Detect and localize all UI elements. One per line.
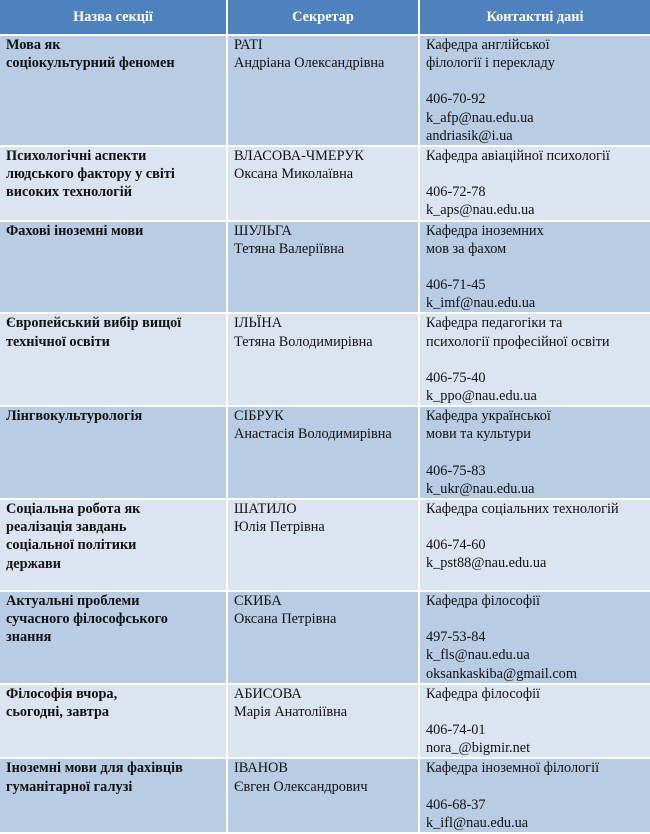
email-address[interactable]: k_ukr@nau.edu.ua xyxy=(426,480,535,497)
section-name-cell xyxy=(0,313,227,406)
header-section: Назва секції xyxy=(0,0,227,35)
contacts-cell xyxy=(419,221,650,314)
secretary-line: Оксана Миколаївна xyxy=(234,166,354,183)
contacts-cell xyxy=(419,406,650,499)
section-name-line: соціокультурний феномен xyxy=(6,55,175,72)
secretary-cell xyxy=(227,758,419,833)
table-row xyxy=(0,758,650,833)
department-line: Кафедра авіаційної психології xyxy=(426,148,610,165)
secretary-cell xyxy=(227,146,419,221)
phone-number: 406-75-83 xyxy=(426,462,486,479)
secretary-line: Тетяна Володимирівна xyxy=(234,333,373,350)
department-line: Кафедра філософії xyxy=(426,685,541,702)
department-line: Кафедра української xyxy=(426,408,551,425)
secretary-line: РАТІ xyxy=(234,37,263,53)
section-name-cell xyxy=(0,591,227,684)
secretary-cell xyxy=(227,684,419,759)
table-row xyxy=(0,684,650,759)
contacts-spacer xyxy=(426,351,647,369)
email-address[interactable]: k_ppo@nau.edu.ua xyxy=(426,388,537,405)
department-line: Кафедра педагогіки та xyxy=(426,315,563,332)
phone-number: 406-75-40 xyxy=(426,369,486,386)
email-address[interactable]: oksankaskiba@gmail.com xyxy=(426,665,577,682)
section-name-line: Фахові іноземні мови xyxy=(6,222,144,239)
contacts-cell xyxy=(419,499,650,591)
email-address[interactable]: k_pst88@nau.edu.ua xyxy=(426,555,547,572)
section-name-line: соціальної політики xyxy=(6,537,137,554)
section-name-line: Іноземні мови для фахівців xyxy=(6,760,183,777)
email-address[interactable]: k_fls@nau.edu.ua xyxy=(426,647,530,664)
email-address[interactable]: k_afp@nau.edu.ua xyxy=(426,109,534,126)
section-name-line: високих технологій xyxy=(6,184,132,201)
contacts-spacer xyxy=(426,518,647,536)
table-body xyxy=(0,35,650,833)
contacts-cell xyxy=(419,146,650,221)
section-name-line: Філософія вчора, xyxy=(6,685,118,702)
department-line: мов за фахом xyxy=(426,240,507,257)
section-name-line: Соціальна робота як xyxy=(6,501,141,518)
secretary-cell xyxy=(227,221,419,314)
contacts-spacer xyxy=(426,778,647,796)
department-line: психології професійної освіти xyxy=(426,333,610,350)
email-address[interactable]: andriasik@i.ua xyxy=(426,127,513,144)
phone-number: 406-74-01 xyxy=(426,722,486,739)
table-row xyxy=(0,313,650,406)
department-line: Кафедра іноземної філології xyxy=(426,760,600,777)
secretary-cell xyxy=(227,591,419,684)
table-row xyxy=(0,406,650,499)
section-name-cell xyxy=(0,35,227,146)
secretary-line: СКИБА xyxy=(234,593,282,610)
section-name-cell xyxy=(0,146,227,221)
contacts-cell xyxy=(419,591,650,684)
email-address[interactable]: k_imf@nau.edu.ua xyxy=(426,295,536,312)
secretary-cell xyxy=(227,406,419,499)
contacts-spacer xyxy=(426,258,647,276)
section-name-line: Європейський вибір вищої xyxy=(6,315,182,332)
contacts-spacer xyxy=(426,444,647,462)
contacts-cell xyxy=(419,313,650,406)
section-name-cell xyxy=(0,221,227,314)
department-line: Кафедра соціальних технологій xyxy=(426,501,619,518)
section-name-line: сьогодні, завтра xyxy=(6,704,110,721)
header-row xyxy=(0,0,650,35)
section-name-line: гуманітарної галузі xyxy=(6,778,133,795)
secretary-line: Оксана Петрівна xyxy=(234,611,337,628)
secretary-cell xyxy=(227,35,419,146)
secretary-cell xyxy=(227,313,419,406)
department-line: Кафедра англійської xyxy=(426,37,550,53)
secretary-line: Тетяна Валеріївна xyxy=(234,240,345,257)
contacts-cell xyxy=(419,684,650,759)
secretary-line: ШУЛЬГА xyxy=(234,222,292,239)
header-secretary: Секретар xyxy=(227,0,419,35)
table-row xyxy=(0,35,650,146)
phone-number: 497-53-84 xyxy=(426,629,486,646)
phone-number: 406-68-37 xyxy=(426,796,486,813)
contacts-spacer xyxy=(426,703,647,721)
section-name-line: людського фактору у світі xyxy=(6,166,175,183)
section-name-line: Психологічні аспекти xyxy=(6,148,147,165)
contacts-spacer xyxy=(426,72,647,90)
email-address[interactable]: k_ifl@nau.edu.ua xyxy=(426,814,529,831)
section-name-line: сучасного філософського xyxy=(6,611,168,628)
department-line: філології і перекладу xyxy=(426,55,555,72)
section-name-cell xyxy=(0,406,227,499)
section-name-line: знання xyxy=(6,629,52,646)
table-row xyxy=(0,591,650,684)
department-line: Кафедра філософії xyxy=(426,593,541,610)
secretary-line: Марія Анатоліївна xyxy=(234,704,348,721)
secretary-line: АБИСОВА xyxy=(234,685,302,702)
contacts-cell xyxy=(419,35,650,146)
section-name-cell xyxy=(0,758,227,833)
section-name-line: реалізація завдань xyxy=(6,519,127,536)
header-contacts: Контактні дані xyxy=(419,0,650,35)
secretary-line: ІЛЬЇНА xyxy=(234,315,283,332)
email-address[interactable]: k_aps@nau.edu.ua xyxy=(426,202,535,219)
phone-number: 406-74-60 xyxy=(426,537,486,554)
section-name-line: технічної освіти xyxy=(6,333,110,350)
section-name-line: Лінгвокультурологія xyxy=(6,408,143,425)
secretary-line: Анастасія Володимирівна xyxy=(234,426,392,443)
secretary-line: ШАТИЛО xyxy=(234,501,297,518)
contacts-cell xyxy=(419,758,650,833)
secretary-line: ВЛАСОВА-ЧМЕРУК xyxy=(234,148,364,165)
contacts-spacer xyxy=(426,610,647,628)
table-row xyxy=(0,499,650,591)
section-name-line: Мова як xyxy=(6,37,61,53)
section-name-line: держави xyxy=(6,555,62,572)
section-name-line: Актуальні проблеми xyxy=(6,593,140,610)
department-line: Кафедра іноземних xyxy=(426,222,544,239)
secretary-line: ІВАНОВ xyxy=(234,760,288,777)
contacts-spacer xyxy=(426,165,647,183)
table-row xyxy=(0,221,650,314)
section-name-cell xyxy=(0,684,227,759)
email-address[interactable]: nora_@bigmir.net xyxy=(426,740,531,757)
phone-number: 406-71-45 xyxy=(426,277,486,294)
phone-number: 406-72-78 xyxy=(426,184,486,201)
secretary-line: Андріана Олександрівна xyxy=(234,55,385,72)
secretary-line: СІБРУК xyxy=(234,408,284,425)
secretary-line: Юлія Петрівна xyxy=(234,519,325,536)
table-row xyxy=(0,146,650,221)
section-name-cell xyxy=(0,499,227,591)
secretary-cell xyxy=(227,499,419,591)
phone-number: 406-70-92 xyxy=(426,91,486,108)
secretary-line: Євген Олександрович xyxy=(234,778,368,795)
department-line: мови та культури xyxy=(426,426,531,443)
